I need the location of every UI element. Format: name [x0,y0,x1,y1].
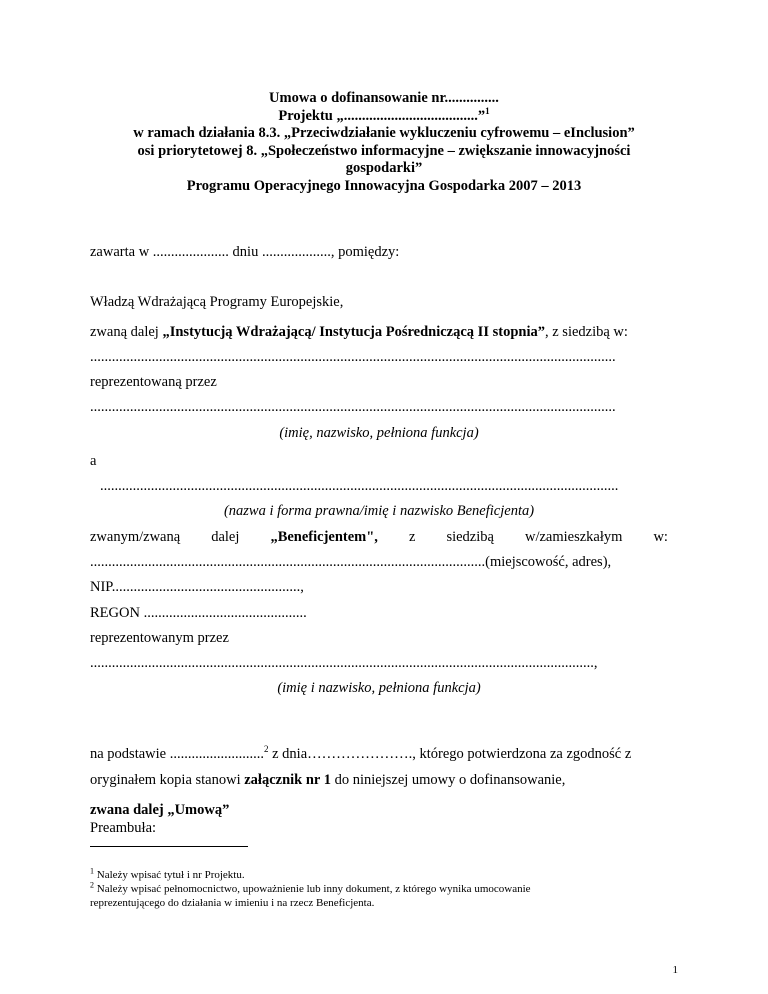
footnote-1: $^1$ Należy wpisać tytuł i nr Projektu. [90,866,245,881]
footnote-2: $^2$ Należy wpisać pełnomocnictwo, upoważnienie lub inny dokument, z którego wynika umocowanie reprezentującego do działania w imieniu i na rzecz Beneficjenta. [90,880,531,909]
authority-designation: zwaną dalej „Instytucją Wdrażającą/ Instytucja Pośredniczącą II stopnia”, z siedzibą w: [90,324,628,340]
page-number: 1 [672,964,678,976]
footnote-separator [90,846,248,847]
dotted-line-seat: ................................................................................................................................................. [90,349,616,365]
header-action: w ramach działania 8.3. „Przeciwdziałanie wykluczeniu cyfrowemu – eInclusion” [133,125,635,141]
header-axis-cont: gospodarki” [345,160,423,176]
footnote-ref-1: 1 [485,105,490,116]
header-project: Projektu „.....................................”$^1$ [278,105,490,124]
authority-name: Władzą Wdrażającą Programy Europejskie, [90,294,344,310]
agreement-designation: zwana dalej „Umową” [90,802,230,818]
nip-line: NIP...................................................., [90,579,304,595]
footnote-ref-2: 2 [263,744,269,755]
caption-beneficiary: (nazwa i forma prawna/imię i nazwisko Beneficjenta) [223,503,535,519]
address-line: .............................................................................................................(miejscowość, adres), [90,554,612,570]
basis-line: na podstawie ..........................$^2$ z dnia…………………., którego potwierdzona za zgodność z [90,744,632,762]
attachment-line: oryginałem kopia stanowi załącznik nr 1 do niniejszej umowy o dofinansowanie, [90,772,566,788]
agreement-header [60,90,708,195]
dotted-line-beneficiary-rep: ..........................................................................................................................................., [90,655,598,671]
conjunction-a: a [90,453,97,469]
header-axis: osi priorytetowej 8. „Społeczeństwo informacyjne – zwiększanie innowacyjności [137,142,631,159]
regon-line: REGON ............................................. [90,605,307,621]
preamble-heading: Preambuła: [90,820,157,836]
caption-name-function-2: (imię i nazwisko, pełniona funkcja) [277,680,481,696]
dotted-line-representative: ................................................................................................................................................. [90,399,616,415]
header-programme: Programu Operacyjnego Innowacyjna Gospodarka 2007 – 2013 [186,177,582,194]
dotted-line-beneficiary: ............................................................................................................................................... [100,478,619,494]
header-title: Umowa o dofinansowanie nr............... [269,90,499,106]
represented-by: reprezentowaną przez [90,374,217,390]
concluded-line: zawarta w ..................... dniu ..................., pomiędzy: [90,244,400,260]
represented-by-beneficiary: reprezentowanym przez [90,630,229,646]
beneficiary-designation: zwanym/zwaną dalej „Beneficjentem", z siedzibą w/zamieszkałym w: [90,529,668,545]
caption-name-function: (imię, nazwisko, pełniona funkcja) [279,425,479,441]
